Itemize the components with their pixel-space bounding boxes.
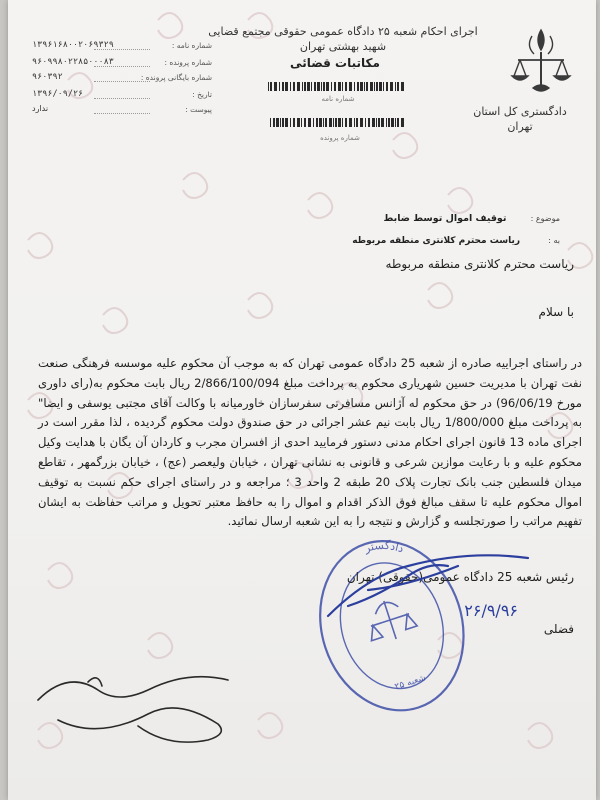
barcode-bar — [325, 118, 327, 127]
salutation: با سلام — [538, 305, 574, 319]
barcode-bar — [354, 82, 355, 91]
barcode-case-label: شماره پرونده — [320, 134, 360, 142]
barcode-bar — [282, 118, 284, 127]
barcode-bar — [274, 82, 277, 91]
barcode-bar — [378, 118, 380, 127]
judiciary-emblem-icon — [506, 26, 576, 98]
subject-text: توقیف اموال توسط ضابط — [383, 213, 507, 224]
barcode-bar — [397, 82, 399, 91]
barcode-bar — [335, 118, 337, 127]
document-page — [8, 0, 596, 800]
barcode-bar — [290, 118, 291, 127]
attachment-value: ندارد — [32, 104, 49, 113]
secondary-signature-icon — [28, 650, 248, 760]
case-number-label: شماره پرونده : — [164, 58, 212, 67]
barcode-bar — [401, 82, 404, 91]
barcode-bar — [342, 82, 343, 91]
date-value: ۱۳۹۶/۰۹/۲۶ — [32, 89, 84, 99]
barcode-bar — [374, 82, 375, 91]
letter-number-value: ۱۳۹۶۱۶۸۰۰۲۰۶۹۳۲۹ — [32, 40, 114, 50]
barcode-bar — [345, 118, 347, 127]
barcode-bar — [317, 82, 320, 91]
barcode-bar — [386, 82, 388, 91]
barcode-letter-label: شماره نامه — [321, 95, 355, 103]
barcode-bar — [273, 118, 275, 127]
barcode-bar — [313, 118, 314, 127]
barcode-bar — [323, 82, 325, 91]
barcode-bar — [401, 118, 404, 127]
barcode-bar — [342, 118, 343, 127]
subject-line — [160, 206, 560, 222]
barcode-bar — [366, 82, 368, 91]
barcode-bar — [365, 118, 366, 127]
field-attachment — [32, 104, 212, 118]
addressee-title: ریاست محترم کلانتری منطقه مربوطه — [385, 257, 574, 271]
barcode-bar — [349, 82, 352, 91]
barcode-bar — [268, 82, 269, 91]
recipient-line — [160, 228, 560, 244]
barcode-bar — [326, 82, 329, 91]
barcode-bar — [386, 118, 387, 127]
barcode-bar — [279, 82, 280, 91]
barcode-bar — [316, 118, 318, 127]
signatory-title: رئیس شعبه 25 دادگاه عمومی(حقوقی) تهران — [346, 570, 574, 584]
subject-label: موضوع : — [530, 214, 560, 223]
barcode-bar — [323, 118, 324, 127]
barcode-bar — [280, 118, 281, 127]
barcode-bar — [285, 82, 288, 91]
barcode-bar — [381, 118, 384, 127]
barcode-bar — [379, 82, 382, 91]
barcode-bar — [297, 82, 300, 91]
barcode-bar — [383, 82, 384, 91]
barcode-bar — [338, 118, 341, 127]
barcode-bar — [395, 82, 396, 91]
barcode-bar — [345, 82, 347, 91]
barcode-bar — [270, 82, 272, 91]
barcode-bar — [354, 118, 355, 127]
barcode-bar — [311, 82, 312, 91]
barcode-bar — [304, 118, 306, 127]
barcode-bar — [333, 118, 334, 127]
barcode-bar — [304, 82, 306, 91]
field-archive-number — [32, 72, 212, 86]
field-letter-number — [32, 40, 212, 54]
barcode-bar — [376, 118, 377, 127]
barcode-bar — [302, 82, 303, 91]
case-number-value: ۹۶۰۹۹۸۰۲۲۸۵۰۰۰۸۳ — [32, 57, 114, 67]
document-type-title: مکاتبات قضائی — [290, 56, 380, 70]
barcode-bar — [301, 118, 302, 127]
barcode-bar — [349, 118, 352, 127]
barcode-bar — [356, 118, 358, 127]
header-court-line: اجرای احکام شعبه ۲۵ دادگاه عمومی حقوقی مجتمع قضایی شهید بهشتی تهران — [208, 25, 478, 53]
barcode-bar — [329, 118, 332, 127]
handwritten-date: ۲۶/۹/۹۶ — [464, 601, 518, 620]
barcode-bar — [360, 82, 363, 91]
barcode-bar — [282, 82, 284, 91]
barcode-bar — [364, 82, 365, 91]
field-date — [32, 89, 212, 103]
barcode-bar — [293, 118, 295, 127]
stamp-inner-text: شعبه ۲۵ — [393, 673, 428, 693]
barcode-bar — [331, 82, 332, 91]
case-barcode — [270, 118, 410, 127]
barcode-bar — [308, 118, 311, 127]
barcode-bar — [397, 118, 399, 127]
recipient-label: به : — [548, 236, 560, 245]
barcode-bar — [319, 118, 322, 127]
agency-name: دادگستری کل استان تهران — [473, 105, 567, 133]
barcode-bar — [334, 82, 336, 91]
archive-number-value: ۹۶۰۳۹۲ — [32, 72, 63, 82]
barcode-bar — [321, 82, 322, 91]
barcode-bar — [357, 82, 359, 91]
archive-number-label: شماره بایگانی پرونده : — [140, 73, 212, 82]
barcode-bar — [276, 118, 279, 127]
barcode-bar — [307, 82, 310, 91]
letter-number-label: شماره نامه : — [171, 41, 212, 50]
barcode-bar — [368, 118, 370, 127]
barcode-bar — [391, 118, 394, 127]
barcode-bar — [395, 118, 396, 127]
barcode-bar — [290, 82, 291, 91]
handwritten-signature-icon — [308, 520, 548, 630]
stamp-outer-text: دادگستری — [362, 538, 406, 556]
barcode-bar — [390, 82, 393, 91]
letter-body-text: در راستای اجراییه صادره از شعبه 25 دادگاه عمومی تهران که به موجب آن محکوم علیه موسسه فرهنگی صنعت نفت تهران با مدیریت حسین شهریاری محکوم به پرداخت مبلغ 2/866/100/094 ریال بابت محکوم به(رای داوری مورخ 96/06/19) در حق محکوم له آژانس مسافرتی سفرسازان خاورمیانه با وکالت آقای مجتبی یوسفی و ایضا" به پرداخت مبلغ 1/800/000 ریال بابت نیم عشر اجرائی در حق صندوق دولت محکوم گردیده ، لذا مقرر است در اجرای ماده 13 قانون اجرای احکام مدنی دستور فرمایید احدی از افسران مجرب و کاردان آن یگان با هدایت وکیل محکوم علیه و با رعایت موازین شرعی و قانونی به نشانی تهران ، خیابان ولیعصر (عج) ، خیابان بزرگمهر ، تقاطع میدان فلسطین جنب بانک تجارت پلاک 20 طبقه 2 واحد 3 ؛ مراجعه و در راستای اجرای حکم نسبت به توقیف اموال محکوم علیه تا سقف مبالغ فوق الذکر اقدام و اموال را به حافظ معتبر تحویل و مراتب حفاظت به ایشان تفهیم مراتب را صورتجلسه و گزارش و نتیجه را به این شعبه ارسال نمائید. — [38, 356, 583, 529]
recipient-text: ریاست محترم کلانتری منطقه مربوطه — [352, 236, 521, 246]
barcode-bar — [370, 82, 373, 91]
barcode-bar — [372, 118, 375, 127]
date-label: تاریخ : — [192, 90, 212, 99]
barcode-bar — [388, 118, 390, 127]
barcode-bar — [293, 82, 295, 91]
barcode-bar — [297, 118, 300, 127]
barcode-bar — [270, 118, 271, 127]
letter-barcode — [268, 82, 408, 91]
barcode-bar — [285, 118, 288, 127]
field-case-number — [32, 57, 212, 71]
barcode-bar — [314, 82, 316, 91]
signatory-name: فضلی — [543, 622, 574, 636]
barcode-bar — [360, 118, 363, 127]
barcode-bar — [338, 82, 341, 91]
barcode-bar — [376, 82, 378, 91]
attachment-label: پیوست : — [185, 105, 212, 114]
